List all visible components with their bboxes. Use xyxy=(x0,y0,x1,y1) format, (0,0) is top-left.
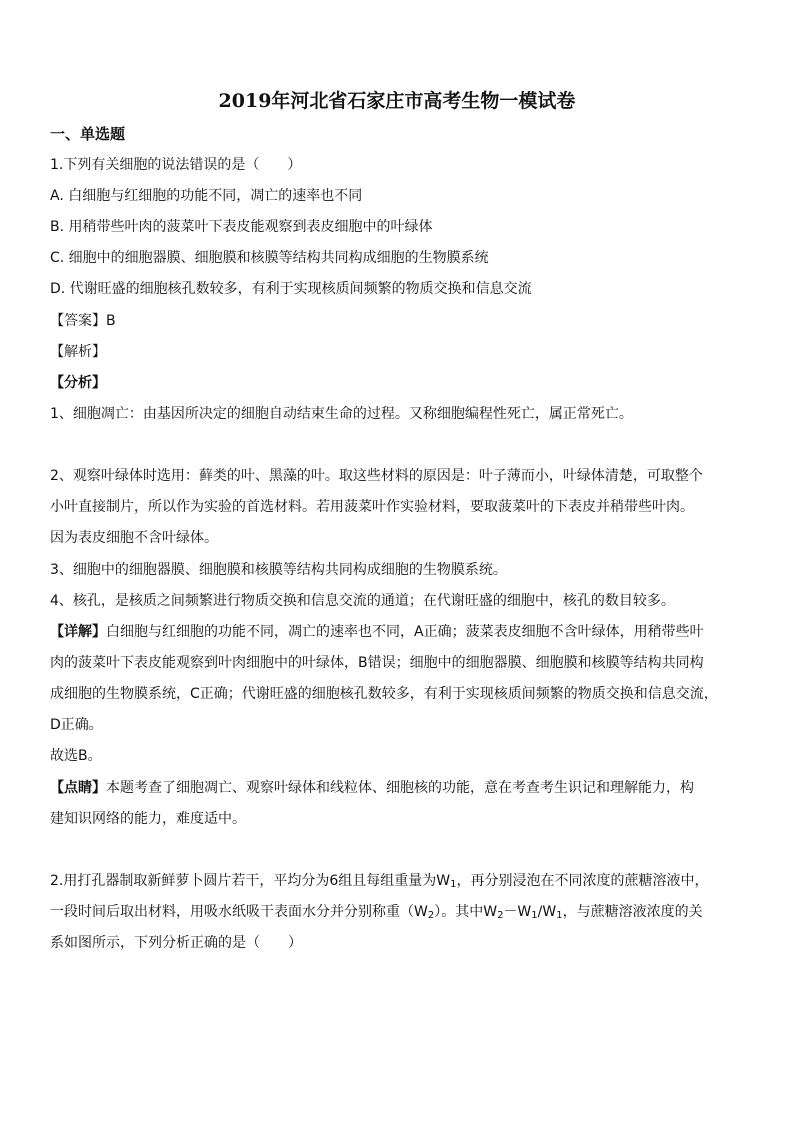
fenxi-label: 【分析】 xyxy=(50,375,106,391)
option-d: D. 代谢旺盛的细胞核孔数较多，有利于实现核质间频繁的物质交换和信息交流 xyxy=(50,281,532,297)
question-2-stem-line: 2.用打孔器制取新鲜萝卜圆片若干，平均分为6组且每组重量为$W_1$，再分别浸泡在不同浓度的蔗糖溶液中， xyxy=(50,873,709,890)
option-b: B. 用稍带些叶肉的菠菜叶下表皮能观察到表皮细胞中的叶绿体 xyxy=(50,219,433,235)
section-heading: 一、单选题 xyxy=(50,125,126,143)
detail-label: 【详解】 xyxy=(50,624,106,640)
comment-label: 【点睛】 xyxy=(50,780,106,796)
comment-text: 本题考查了细胞凋亡、观察叶绿体和线粒体、细胞核的功能，意在考查考生识记和理解能力，构 xyxy=(106,780,694,796)
option-a: A. 白细胞与红细胞的功能不同，凋亡的速率也不同 xyxy=(50,188,363,204)
detail-paragraph-line: 肉的菠菜叶下表皮能观察到叶肉细胞中的叶绿体，B错误；细胞中的细胞器膜、细胞膜和核膜等结构共同构 xyxy=(50,655,704,671)
detail-paragraph-line: D正确。 xyxy=(50,717,103,733)
analysis-line: 3、细胞中的细胞器膜、细胞膜和核膜等结构共同构成细胞的生物膜系统。 xyxy=(50,562,507,578)
page-title: 2019年河北省石家庄市高考生物一模试卷 xyxy=(218,90,576,112)
detail-paragraph-line: 成细胞的生物膜系统，C正确；代谢旺盛的细胞核孔数较多，有利于实现核质间频繁的物质交换和信息交流， xyxy=(50,686,718,702)
answer-label: 【答案】B xyxy=(50,313,116,329)
detail-paragraph-line xyxy=(50,622,704,642)
analysis-line: 2、观察叶绿体时选用：藓类的叶、黑藻的叶。取这些材料的原因是：叶子薄而小，叶绿体清楚，可取整个 xyxy=(50,468,703,484)
detail-text: 白细胞与红细胞的功能不同，凋亡的速率也不同，A正确；菠菜表皮细胞不含叶绿体，用稍带些叶 xyxy=(106,624,704,640)
jiexi-label: 【解析】 xyxy=(50,344,106,360)
analysis-line: 4、核孔，是核质之间频繁进行物质交换和信息交流的通道；在代谢旺盛的细胞中，核孔的数目较多。 xyxy=(50,593,675,609)
comment-line xyxy=(50,778,694,798)
comment-line: 建知识网络的能力，难度适中。 xyxy=(50,811,246,827)
choose-line: 故选B。 xyxy=(50,748,102,764)
analysis-line: 1、细胞凋亡：由基因所决定的细胞自动结束生命的过程。又称细胞编程性死亡，属正常死亡。 xyxy=(50,406,633,422)
analysis-line: 因为表皮细胞不含叶绿体。 xyxy=(50,530,218,546)
analysis-line: 小叶直接制片，所以作为实验的首选材料。若用菠菜叶作实验材料，要取菠菜叶的下表皮并稍带些叶肉。 xyxy=(50,499,694,515)
option-c: C. 细胞中的细胞器膜、细胞膜和核膜等结构共同构成细胞的生物膜系统 xyxy=(50,250,489,266)
question-1-stem: 1.下列有关细胞的说法错误的是（ ） xyxy=(50,157,302,173)
question-2-stem-line: 系如图所示，下列分析正确的是（ ） xyxy=(50,935,302,951)
question-2-stem-line: 一段时间后取出材料，用吸水纸吸干表面水分并分别称重$(W_2)$。其中$W_2-W_1/W_1$，与蔗糖溶液浓度的关 xyxy=(50,904,703,921)
